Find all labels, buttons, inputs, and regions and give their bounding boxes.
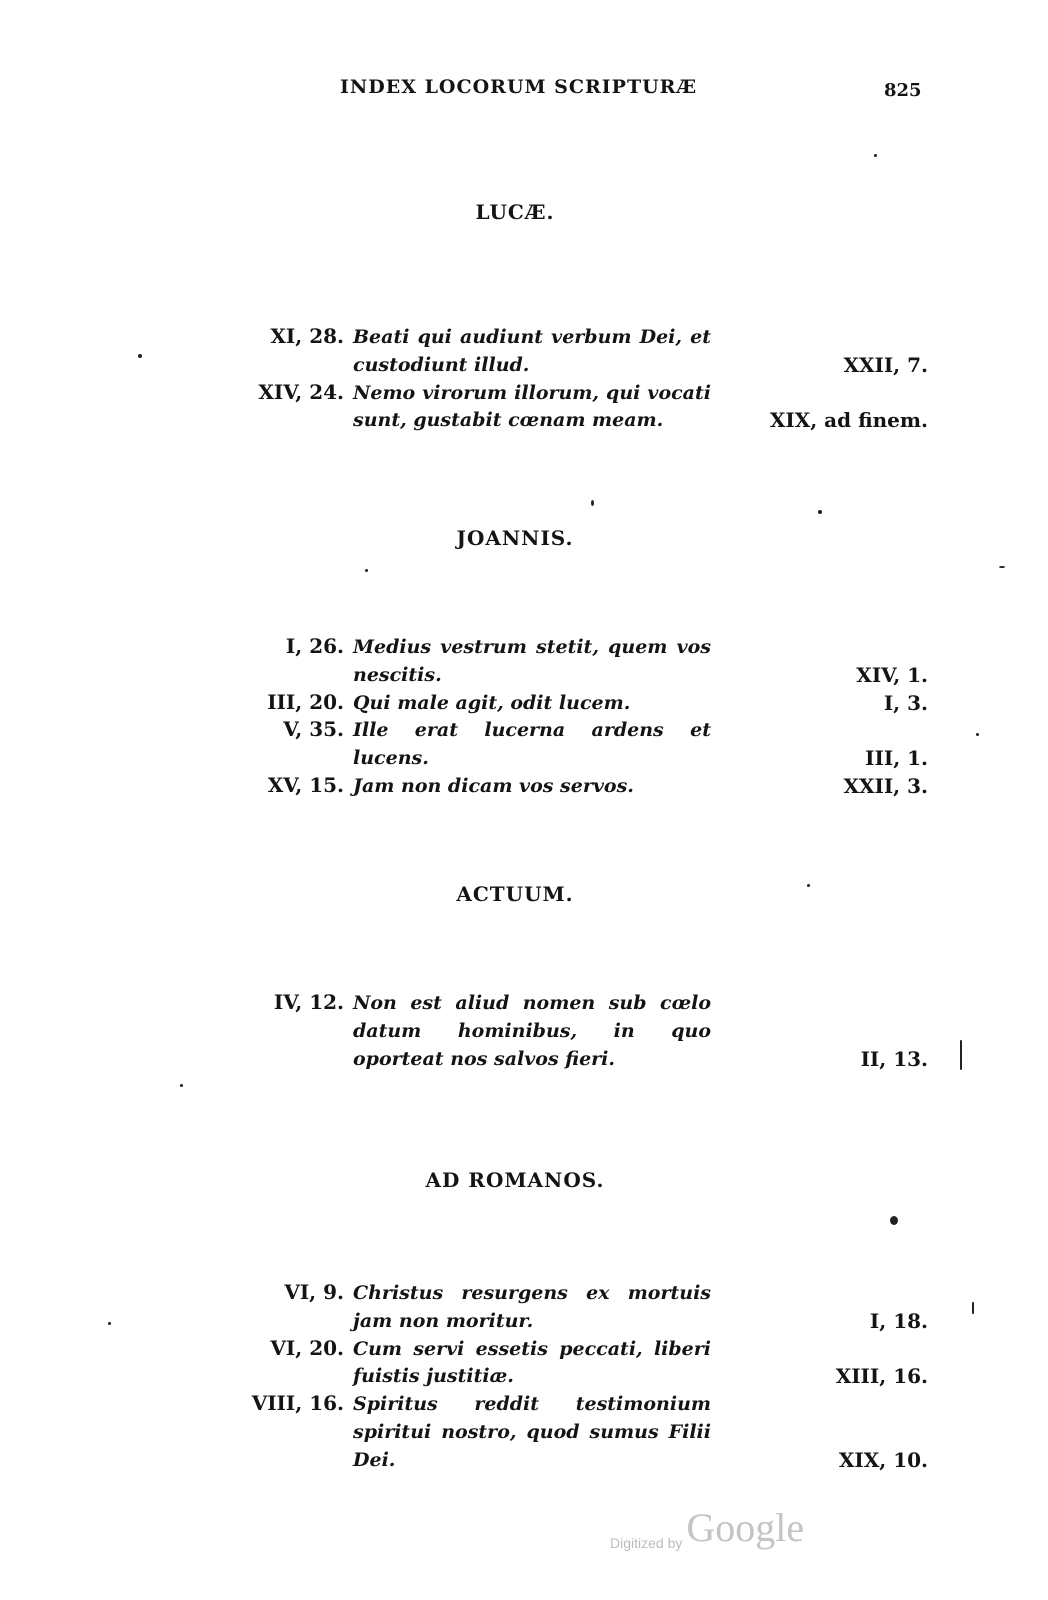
section-entries-actuum <box>0 990 1048 1073</box>
verse-quote: Qui male agit, odit lucem. <box>353 691 631 714</box>
verse-quote: Christus resurgens ex mortuis jam non moritur. <box>353 1282 711 1332</box>
page-reference: XIX, 10. <box>838 1447 928 1472</box>
verse-location: IV, 12. <box>273 990 344 1014</box>
section-heading-joannis: JOANNIS. <box>456 526 574 550</box>
running-title: INDEX LOCORUM SCRIPTURÆ <box>340 76 698 98</box>
index-entry <box>0 1280 1048 1336</box>
page-reference: III, 1. <box>865 746 928 771</box>
verse-quote: Jam non dicam vos servos. <box>353 774 634 797</box>
section-entries-joannis <box>0 634 1048 801</box>
verse-location: XV, 15. <box>267 772 344 797</box>
digitized-by-label: Digitized by <box>610 1535 683 1551</box>
verse-quote: Nemo virorum illorum, qui vocati sunt, gustabit cœnam meam. <box>353 381 711 432</box>
section-heading-ad-romanos: AD ROMANOS. <box>425 1168 605 1192</box>
verse-quote: Medius vestrum stetit, quem vos nescitis. <box>353 636 711 686</box>
scan-speck <box>108 1322 111 1325</box>
scan-speck <box>874 154 877 157</box>
section-entries-ad-romanos <box>0 1280 1048 1475</box>
index-entry <box>0 990 1048 1073</box>
verse-quote: Cum servi essetis peccati, liberi fuistis justitiæ. <box>353 1337 711 1388</box>
scan-speck <box>180 1084 183 1087</box>
page-reference: XXII, 7. <box>843 352 928 377</box>
index-entry <box>0 717 1048 773</box>
verse-quote: Non est aliud nomen sub cœlo datum hominibus, in quo oporteat nos salvos fieri. <box>353 992 711 1070</box>
section-entries-lucae <box>0 324 1048 435</box>
page-number: 825 <box>884 80 922 101</box>
scan-speck <box>591 500 594 506</box>
page-reference: XIII, 16. <box>835 1364 928 1389</box>
index-entry <box>0 634 1048 690</box>
verse-location: III, 20. <box>267 689 344 714</box>
page-reference: II, 13. <box>860 1046 928 1071</box>
page-reference: I, 3. <box>883 690 928 715</box>
scan-speck <box>972 1302 974 1314</box>
verse-location: VI, 9. <box>284 1280 344 1304</box>
page-reference: XXII, 3. <box>843 773 928 798</box>
section-heading-actuum: ACTUUM. <box>456 882 574 906</box>
index-entry <box>0 1391 1048 1474</box>
verse-location: I, 26. <box>285 634 344 658</box>
verse-location: VIII, 16. <box>251 1391 344 1416</box>
page-reference: XIX, ad finem. <box>769 408 928 433</box>
scan-speck <box>365 569 368 572</box>
scan-speck <box>999 566 1005 568</box>
verse-quote: Spiritus reddit testimonium spiritui nostro, quod sumus Filii Dei. <box>353 1393 711 1471</box>
section-heading-lucae: LUCÆ. <box>475 200 555 224</box>
verse-location: V, 35. <box>283 717 344 742</box>
scan-speck <box>976 733 979 736</box>
verse-location: XIV, 24. <box>258 379 344 404</box>
index-entry <box>0 324 1048 380</box>
index-entry <box>0 773 1048 801</box>
scan-speck <box>807 884 810 887</box>
index-entry <box>0 1336 1048 1392</box>
verse-quote: Ille erat lucerna ardens et lucens. <box>353 719 711 770</box>
verse-quote: Beati qui audiunt verbum Dei, et custodiunt illud. <box>353 326 711 376</box>
digitized-by-watermark <box>610 1504 804 1551</box>
index-entry <box>0 690 1048 718</box>
scan-speck <box>138 354 142 358</box>
page-reference: I, 18. <box>869 1308 928 1333</box>
scan-speck <box>890 1216 898 1225</box>
verse-location: VI, 20. <box>270 1335 344 1360</box>
google-logo: Google <box>686 1505 805 1550</box>
scan-speck <box>818 510 822 514</box>
verse-location: XI, 28. <box>270 324 344 348</box>
index-entry <box>0 380 1048 436</box>
page-reference: XIV, 1. <box>856 662 928 687</box>
scan-speck <box>960 1040 962 1070</box>
